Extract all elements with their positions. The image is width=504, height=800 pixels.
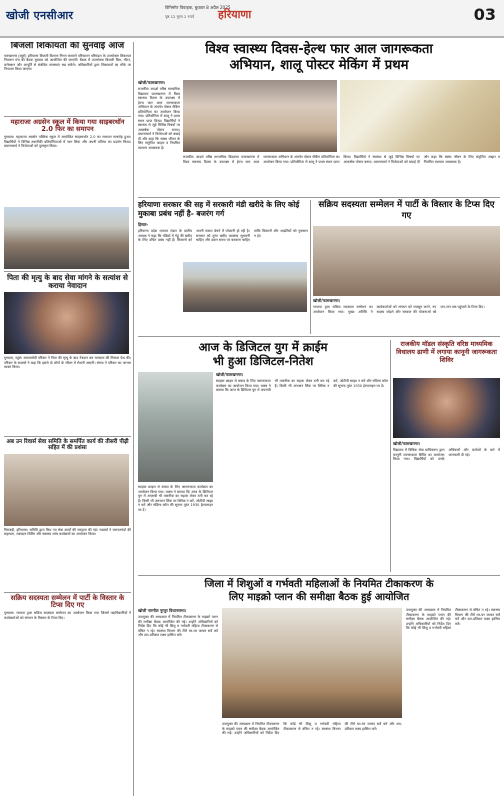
vaccination-story-left xyxy=(138,608,218,796)
story2-body: गुरुग्राम। महाराजा अग्रसेन पब्लिक स्कूल में आयोजित साइबरथॉन 2.0 का समापन समारोह हुआ। विद्यार्थियों ने विभिन्न तकनीकी प्रतियोगिताओं में भाग लिया और अपनी प्रतिभा का प्रदर्शन किया। प्रधानाचार्य ने विजेताओं को पुरस्कृत किया। xyxy=(4,135,131,149)
vaccination-headline-line1: जिला में शिशुओं व गर्भवती महिलाओं के नियमित टीकाकरण के xyxy=(204,579,434,590)
mandi-headline: हरियाणा सरकार की सह में सरकारी मंडी खरीदे के लिए कोई मुकाबा प्रबंध नहीं है- बजरंग गर्ग xyxy=(138,200,300,218)
crime-body-cont: साइबर क्राइम से बचाव के लिए जागरूकता कार्यक्रम का आयोजन किया गया। वक्ता ने बताया कि आज के डिजिटल युग में अपराधी भी तकनीक का सहारा लेकर ठगी कर रहे हैं। किसी भी अनजान लिंक पर क्लिक न करें, ओटीपी साझा न करें और संदिग्ध कॉल की सूचना तुरंत 1930 हेल्पलाइन पर दें। xyxy=(138,485,213,512)
column-rule xyxy=(310,200,311,334)
crime-story-cont xyxy=(138,485,213,572)
section-rule xyxy=(138,197,500,198)
story4-headline: अब उन रिवार्स सेवा समिति के समर्पित कार्य की तीसरी पीढ़ी सहित में की प्रशंसा xyxy=(6,439,129,452)
legal-camp-photo xyxy=(393,378,500,438)
vaccination-story-mid xyxy=(222,722,402,796)
lead-photo-posters xyxy=(340,80,500,152)
divider xyxy=(4,436,131,437)
story2-headline: महाराजा अग्रसेन स्कूल में किया गया साइबरथॉन 2.0 फिर का समापन xyxy=(10,117,125,134)
membership-body: भाजपा द्वारा सक्रिय सदस्यता सम्मेलन का आयोजन किया गया। मुख्य अतिथि ने कार्यकर्ताओं को संगठन को मजबूत करने, नए सदस्य जोड़ने और सरकार की योजनाओं को जन-जन तक पहुंचाने के टिप्स दिए। xyxy=(313,305,485,314)
divider xyxy=(4,592,131,593)
divider xyxy=(4,116,131,117)
mandi-body: हरियाणा प्रदेश व्यापार मंडल के प्रांतीय अध्यक्ष ने कहा कि मंडियों में गेहूं की खरीद के लिए उचित प्रबंध नहीं हैं। किसानों को अपनी फसल बेचने में परेशानी हो रही है। सरकार को तुरंत खरीद व्यवस्था सुधारनी चाहिए और उठान समय पर करवाना चाहिए ताकि किसानों और आढ़तियों को नुकसान न हो। xyxy=(138,229,308,242)
vaccination-body: उपायुक्त की अध्यक्षता में नियमित टीकाकरण के माइक्रो प्लान की समीक्षा बैठक आयोजित की गई। उन्होंने अधिकारियों को निर्देश दिए कि कोई भी शिशु व गर्भवती महिला टीकाकरण से वंचित न रहे। स्वास्थ्य विभाग की टीमें घर-घर जाकर सर्वे करें और शत-प्रतिशत लक्ष्य हासिल करें। xyxy=(138,615,218,637)
story1-body: फरुखनगर (ब्यूरो) हरियाणा बिजली वितरण निगम करवाने परिचालन परिमंडल के उपभोक्ता शिकायत निवारण मंच की बैठक बुधवार को आयोजित की जाएगी। बैठक में उपभोक्ता बिजली बिल, मीटर, कनेक्शन और आपूर्ति से संबंधित समस्याएं रख सकेंगे। अधिकारियों द्वारा शिकायतों का मौके पर निपटारा किया जाएगा। xyxy=(4,53,131,72)
legal-camp-story xyxy=(393,441,500,572)
family-photo xyxy=(4,292,129,354)
story3-headline: पिता की मृत्यु के बाद सेवा मांगने के सत्यांश से कराया नेवादान xyxy=(7,273,128,291)
section-rule xyxy=(138,575,500,576)
legal-camp-body: विद्यालय में विधिक सेवा प्राधिकरण द्वारा कानूनी जागरूकता शिविर का आयोजन किया गया। विद्यार्थियों को उनके अधिकारों और कर्तव्यों के बारे में जानकारी दी गई। xyxy=(393,448,500,461)
paper-name: खोजी एनसीआर xyxy=(6,9,74,22)
crime-photo xyxy=(138,372,213,482)
lead-text-col xyxy=(138,80,180,188)
lead-headline xyxy=(138,42,500,74)
lead-text-bottom xyxy=(183,155,500,195)
membership-photo xyxy=(313,226,500,296)
vaccination-body-cont: उपायुक्त की अध्यक्षता में नियमित टीकाकरण के माइक्रो प्लान की समीक्षा बैठक आयोजित की गई। उन्होंने अधिकारियों को निर्देश दिए कि कोई भी शिशु व गर्भवती महिला टीकाकरण से वंचित न रहे। स्वास्थ्य विभाग की टीमें घर-घर जाकर सर्वे करें और शत-प्रतिशत लक्ष्य हासिल करें। xyxy=(222,722,402,735)
membership-story xyxy=(313,298,500,334)
lead-photo-students xyxy=(183,80,337,152)
vaccination-byline: खोजी नारनौल नूरपुर विधानसभा। xyxy=(138,608,187,613)
story5-body: गुरुग्राम। भाजपा द्वारा सक्रिय सदस्यता सम्मेलन का आयोजन किया गया जिसमें पदाधिकारियों ने कार्यकर्ताओं को संगठन के विस्तार के टिप्स दिए। xyxy=(4,611,131,620)
edition-line: विनिर्माण विवाहक, बुधवार 8 अप्रैल 2025 xyxy=(165,5,231,10)
crime-headline xyxy=(138,340,388,368)
column-rule xyxy=(133,42,134,796)
vaccination-body-right: उपायुक्त की अध्यक्षता में नियमित टीकाकरण के माइक्रो प्लान की समीक्षा बैठक आयोजित की गई। उन्होंने अधिकारियों को निर्देश दिए कि कोई भी शिशु व गर्भवती महिला टीकाकरण से वंचित न रहे। स्वास्थ्य विभाग की टीमें घर-घर जाकर सर्वे करें और शत-प्रतिशत लक्ष्य हासिल करें। xyxy=(406,608,500,630)
story5-headline: सक्रिय सदस्यता सम्मेलन में पार्टी के विस्तार के टिप्स दिए गए xyxy=(10,593,125,609)
vaccination-headline xyxy=(138,578,500,604)
mandi-byline: हिसार- xyxy=(138,222,149,227)
crime-headline-line2: भी हुआ डिजिटल-नितेश xyxy=(212,354,314,368)
lead-body: राजकीय आदर्श वरिष्ठ माध्यमिक विद्यालय फारुखनगर में विश्व स्वास्थ्य दिवस के उपलक्ष्य में हेल्थ फार आल जागरूकता अभियान के अंतर्गत पोस्टर मेकिंग प्रतियोगिता का आयोजन किया गया। प्रतियोगिता में शालू ने प्रथम स्थान प्राप्त किया। विद्यार्थियों ने स्वास्थ्य से जुड़े विभिन्न विषयों पर आकर्षक पोस्टर बनाए। प्रधानाचार्य ने विजेताओं को बधाई दी और कहा कि स्वस्थ जीवन के लिए संतुलित आहार व नियमित व्यायाम आवश्यक है। xyxy=(138,87,180,150)
crime-byline: खोजी/फारुखनगर। xyxy=(216,372,244,377)
mandi-photo xyxy=(183,262,307,312)
vaccination-headline-line2: लिए माइक्रो प्लान की समीक्षा बैठक हुई आयोजित xyxy=(228,592,410,603)
masthead xyxy=(0,0,504,38)
samiti-photo xyxy=(4,454,129,526)
vaccination-photo xyxy=(222,608,402,718)
school-event-photo xyxy=(4,207,129,269)
column-rule xyxy=(390,340,391,572)
legal-camp-byline: खोजी/फारुखनगर। xyxy=(393,441,421,446)
crime-headline-line1: आज के डिजिटल युग में क्राईम xyxy=(198,340,328,354)
left-column xyxy=(4,42,131,796)
story4-body: गिराबड़ी, हरियाणा। समिति द्वारा किए गए सेवा कार्यों की सराहना की गई। सदस्यों ने जरूरतमंदों की सहायता, रक्तदान शिविर और स्वास्थ्य जांच कार्यक्रमों का आयोजन किया। xyxy=(4,527,131,537)
vaccination-story-right xyxy=(406,608,500,796)
membership-headline: सक्रिय सदस्यता सम्मेलन में पार्टी के विस्तार के टिप्स दिए गए xyxy=(318,200,495,221)
legal-camp-headline: राजकीय मॉडल संस्कृति वरिष्ठ माध्यमिक विधालय ढाणी में लगाया कानूनी जागरूकता शिविर xyxy=(396,340,497,364)
divider xyxy=(4,271,131,272)
lead-body-cont: राजकीय आदर्श वरिष्ठ माध्यमिक विद्यालय फारुखनगर में विश्व स्वास्थ्य दिवस के उपलक्ष्य में हेल्थ फार आल जागरूकता अभियान के अंतर्गत पोस्टर मेकिंग प्रतियोगिता का आयोजन किया गया। प्रतियोगिता में शालू ने प्रथम स्थान प्राप्त किया। विद्यार्थियों ने स्वास्थ्य से जुड़े विभिन्न विषयों पर आकर्षक पोस्टर बनाए। प्रधानाचार्य ने विजेताओं को बधाई दी और कहा कि स्वस्थ जीवन के लिए संतुलित आहार व नियमित व्यायाम आवश्यक है। xyxy=(183,155,500,164)
story3-body: गुरुग्राम, ब्यूरो। समाजसेवी परिवार ने पिता की मृत्यु के बाद नेत्रदान कर मानवता की मिसाल पेश की। परिवार के सदस्यों ने कहा कि इससे दो लोगों के जीवन में रोशनी आएगी। संस्था ने परिवार का आभार व्यक्त किया। xyxy=(4,356,131,370)
crime-body: साइबर क्राइम से बचाव के लिए जागरूकता कार्यक्रम का आयोजन किया गया। वक्ता ने बताया कि आज के डिजिटल युग में अपराधी भी तकनीक का सहारा लेकर ठगी कर रहे हैं। किसी भी अनजान लिंक पर क्लिक न करें, ओटीपी साझा न करें और संदिग्ध कॉल की सूचना तुरंत 1930 हेल्पलाइन पर दें। xyxy=(216,379,388,392)
lead-headline-line1: विश्व स्वास्थ्य दिवस-हेल्थ फार आल जागरूकता xyxy=(205,42,433,57)
section-title: हरियाणा xyxy=(218,8,252,21)
lead-headline-line2: अभियान, शालू पोस्टर मेकिंग में प्रथम xyxy=(229,58,409,73)
story1-headline: बिजली शिकायतों की सुनवाई आज xyxy=(10,42,125,51)
section-rule xyxy=(138,336,500,337)
page-number: 03 xyxy=(473,5,496,24)
crime-story xyxy=(216,372,388,572)
lead-byline: खोजी/फारुखनगर। xyxy=(138,80,166,85)
membership-byline: खोजी/फारुखनगर। xyxy=(313,298,341,303)
edition-sub: पृष्ठ 12 मूल्य 2 रुपये xyxy=(165,14,195,19)
